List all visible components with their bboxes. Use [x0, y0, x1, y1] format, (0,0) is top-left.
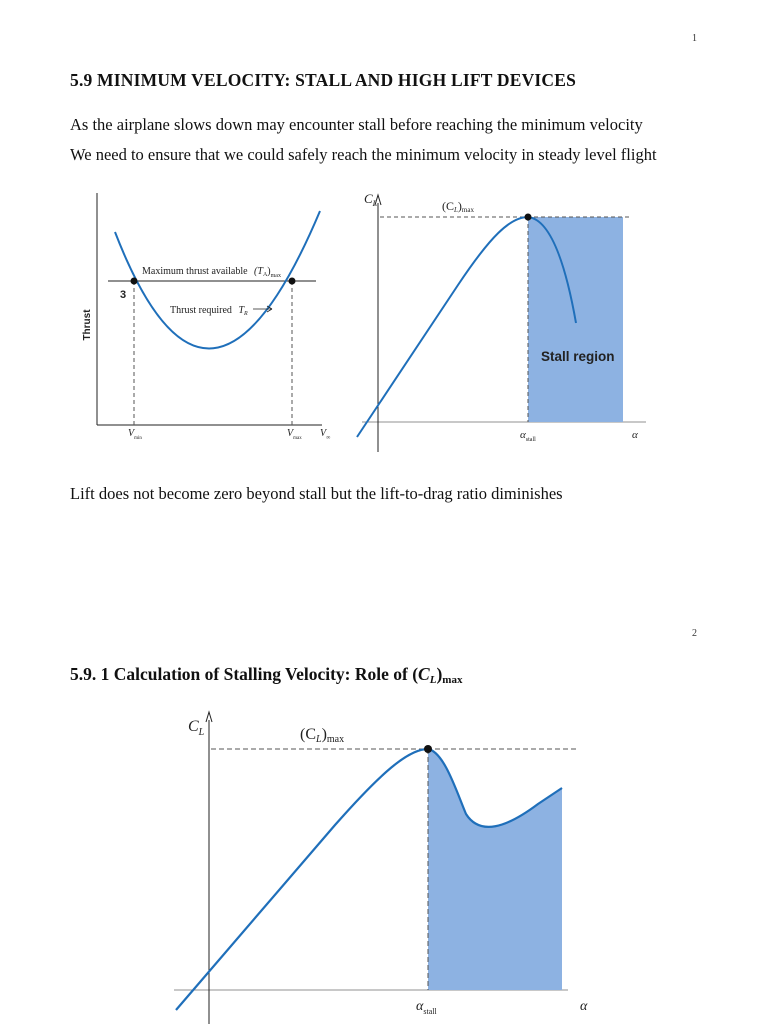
paragraph: We need to ensure that we could safely reach the minimum velocity in steady level flight [70, 145, 657, 164]
stall-region-label: Stall region [541, 349, 615, 364]
lift-curve-figure [350, 185, 650, 460]
vmin-label: $V_{min}$ [128, 428, 142, 441]
stall-region [428, 749, 562, 990]
paragraph: Lift does not become zero beyond stall but the lift-to-drag ratio diminishes [70, 484, 563, 503]
paragraph: As the airplane slows down may encounter stall before reaching the minimum velocity [70, 115, 643, 134]
x-axis-label: α [632, 429, 638, 441]
clmax-label: (CL)max [300, 726, 345, 745]
thrust-available-label: Maximum thrust available $(T_A)_{max}$ [142, 266, 281, 279]
section-heading: 5.9 MINIMUM VELOCITY: STALL AND HIGH LIFT DEVICES [70, 70, 577, 90]
vmax-label: $V_{max}$ [287, 428, 302, 441]
alpha-stall-label: $\alpha_{stall}$ [520, 429, 536, 443]
point-label: 3 [120, 289, 127, 301]
thrust-velocity-figure [80, 185, 340, 455]
clmax-point [525, 214, 532, 221]
subsection-heading: 5.9. 1 Calculation of Stalling Velocity: Role of $(C_L)_{max}$ [70, 664, 463, 686]
y-axis-label: Thrust [82, 309, 93, 341]
page-number: 2 [692, 628, 697, 639]
x-axis-label: $V_\infty$ [320, 428, 331, 441]
y-axis-label: $C_L$ [188, 718, 205, 738]
alpha-stall-label: $\alpha_{stall}$ [416, 999, 437, 1016]
y-axis-label: $C_L$ [364, 191, 378, 208]
thrust-required-label: Thrust required $T_R$ [170, 305, 248, 317]
clmax-point [424, 745, 432, 753]
lift-curve-figure-2 [170, 706, 610, 1024]
page-number: 1 [692, 33, 697, 44]
x-axis-label: α [580, 999, 588, 1014]
intersection-point [131, 278, 138, 285]
intersection-point [289, 278, 296, 285]
clmax-label: (CL)max [442, 199, 474, 214]
